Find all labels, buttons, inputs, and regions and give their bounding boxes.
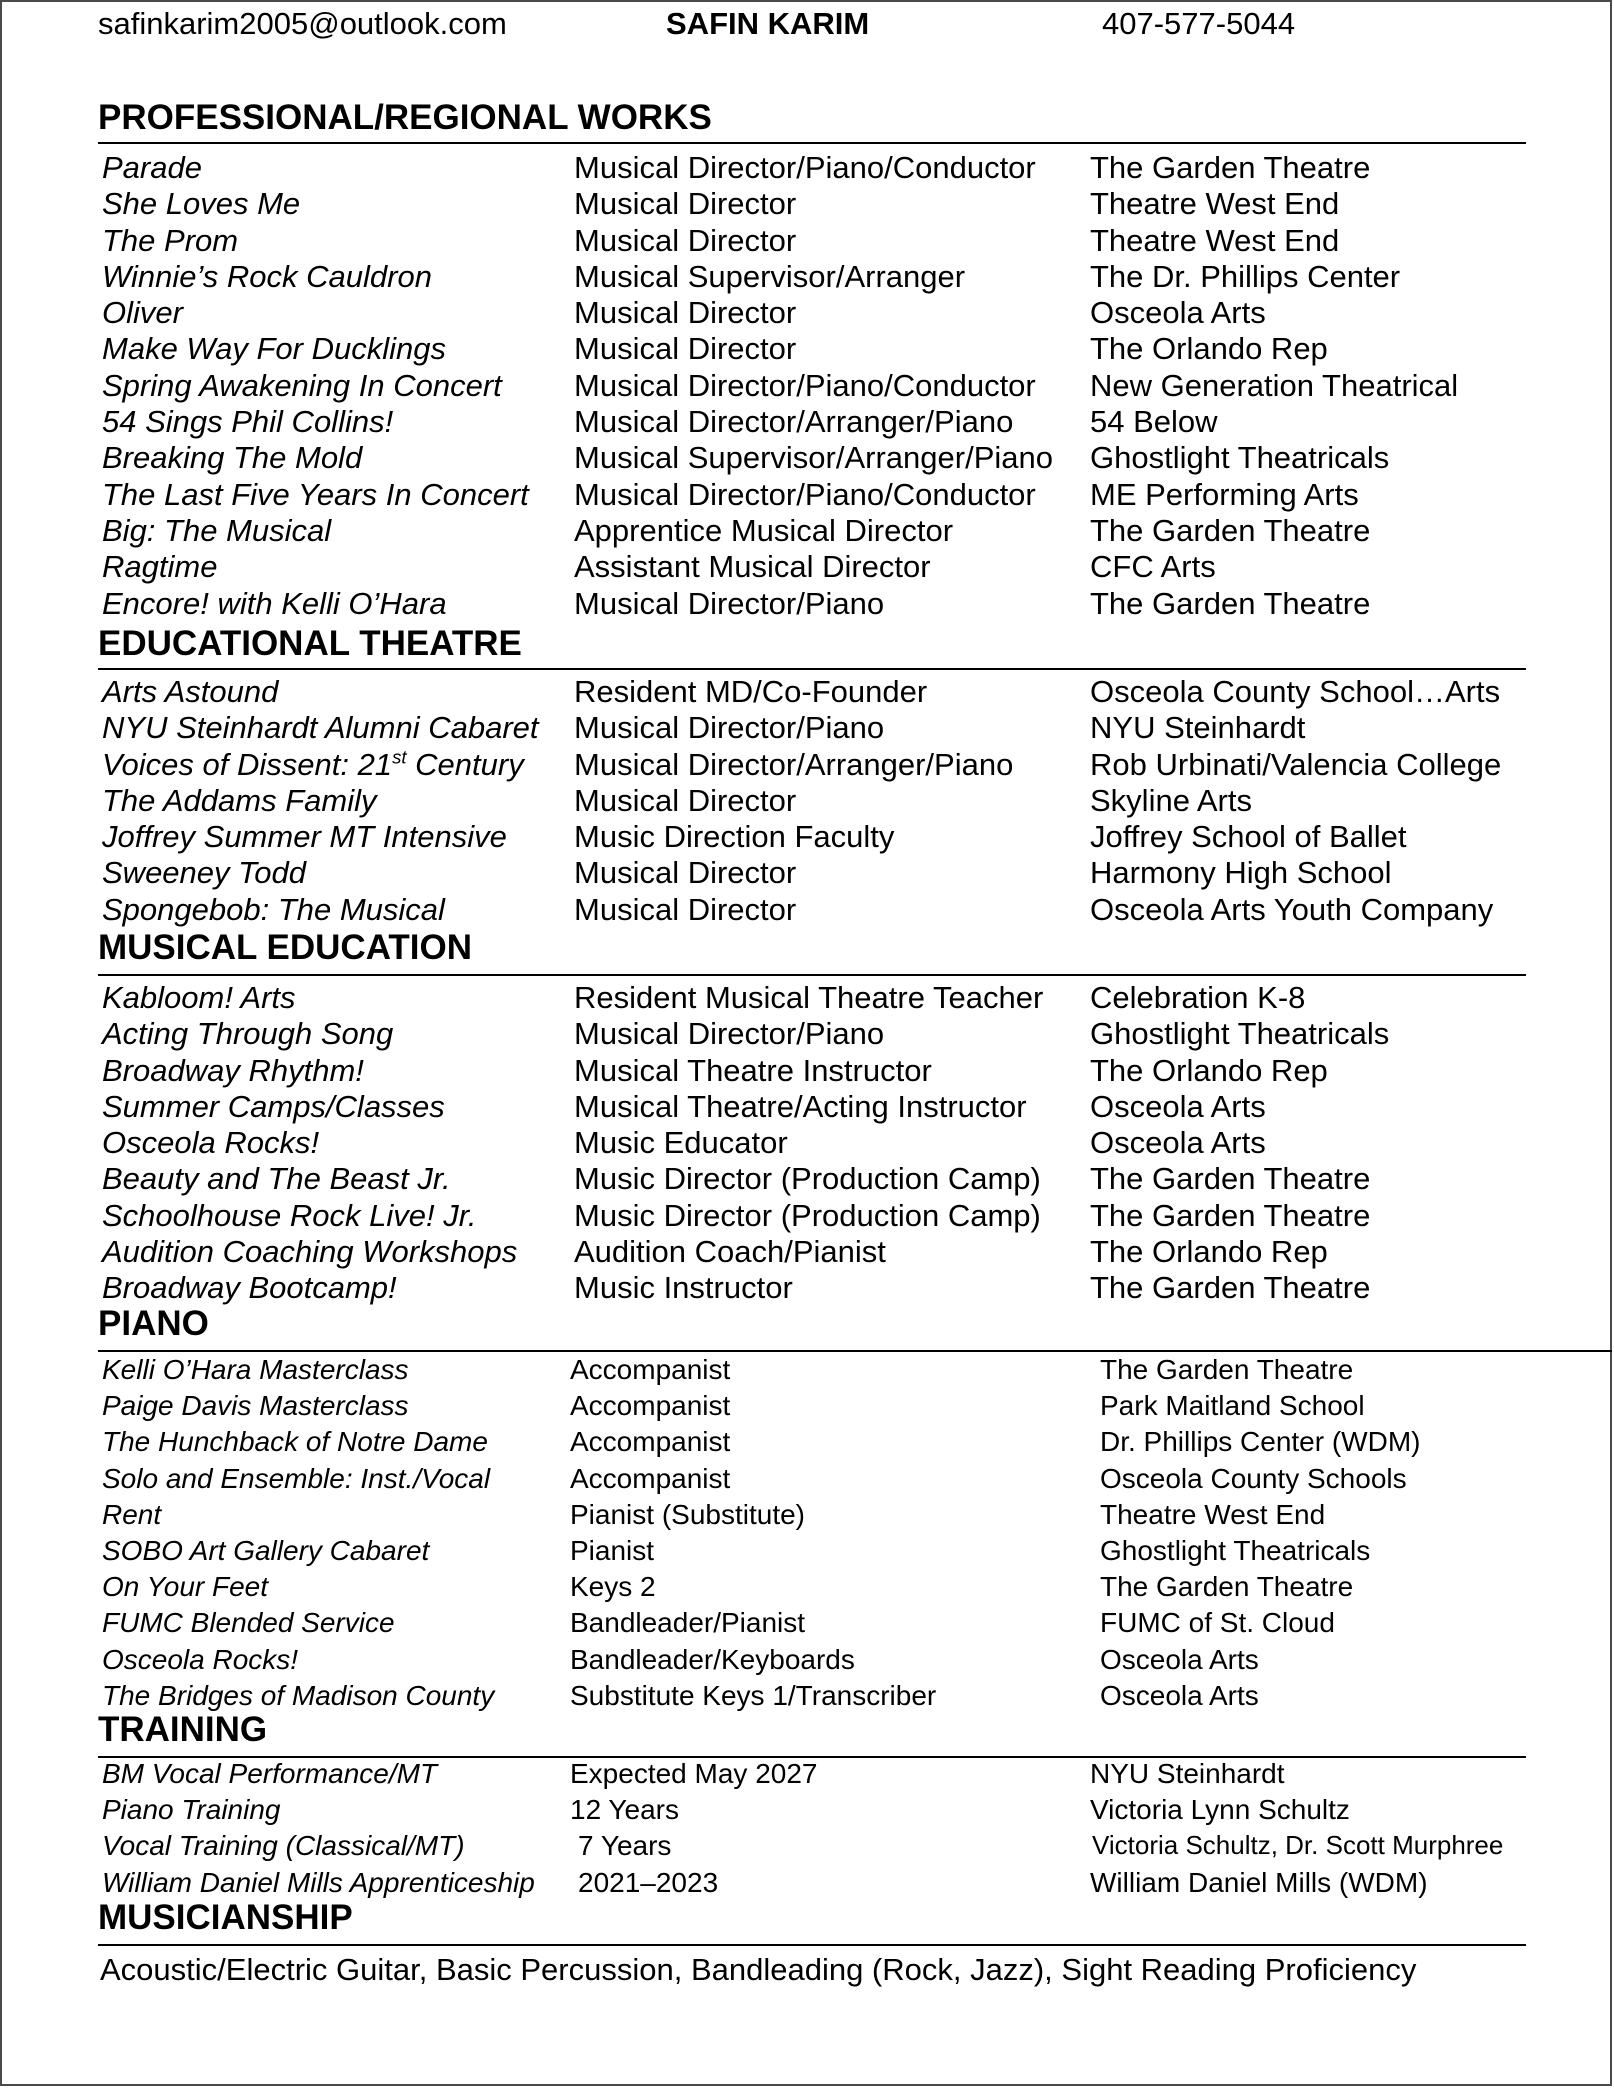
venue: William Daniel Mills (WDM) <box>1090 1866 1428 1898</box>
credit-row <box>2 259 1610 295</box>
venue: Osceola County School…Arts <box>1090 674 1501 709</box>
credit-row <box>2 1354 1610 1390</box>
show-title: The Last Five Years In Concert <box>102 476 529 512</box>
credit-row <box>2 892 1610 928</box>
role: Musical Director/Arranger/Piano <box>574 404 1014 440</box>
show-title: Sweeney Todd <box>102 855 306 891</box>
credit-row <box>2 1644 1610 1680</box>
musicianship-skills: Acoustic/Electric Guitar, Basic Percussion, Bandleading (Rock, Jazz), Sight Reading Proficiency <box>100 1952 1417 1987</box>
show-title-tail: Century <box>406 746 524 782</box>
contact-email[interactable]: safinkarim2005@outlook.com <box>98 6 507 41</box>
role: Assistant Musical Director <box>574 549 931 585</box>
credit-row <box>2 1390 1610 1426</box>
role: Accompanist <box>570 1426 731 1458</box>
show-title: Schoolhouse Rock Live! Jr. <box>102 1197 477 1233</box>
show-title: On Your Feet <box>102 1571 269 1603</box>
section-title-musicianship: MUSICIANSHIP <box>98 1898 353 1937</box>
credit-row <box>2 855 1610 891</box>
credit-row <box>2 1607 1610 1643</box>
venue: Osceola Arts <box>1090 1125 1266 1161</box>
credit-row <box>2 477 1610 513</box>
role: Musical Director/Piano <box>574 1016 885 1052</box>
section-divider <box>98 668 1526 670</box>
role: Accompanist <box>570 1390 731 1422</box>
show-title: Parade <box>102 150 202 185</box>
credit-row <box>2 1161 1610 1197</box>
credit-row <box>2 1499 1610 1535</box>
role: Musical Director <box>574 222 797 258</box>
venue: Celebration K-8 <box>1090 980 1306 1015</box>
show-title: Ragtime <box>102 549 218 585</box>
show-title: William Daniel Mills Apprenticeship <box>102 1866 535 1898</box>
venue: FUMC of St. Cloud <box>1100 1607 1335 1639</box>
contact-phone: 407-577-5044 <box>1102 6 1296 41</box>
credit-row <box>2 710 1610 746</box>
show-title: Big: The Musical <box>102 512 332 548</box>
show-title: The Bridges of Madison County <box>102 1679 495 1711</box>
venue: Ghostlight Theatricals <box>1090 1016 1390 1052</box>
show-title: The Addams Family <box>102 782 377 818</box>
resume-header <box>2 6 1610 48</box>
venue: Victoria Schultz, Dr. Scott Murphree <box>1092 1830 1504 1861</box>
venue: Victoria Lynn Schultz <box>1090 1794 1350 1826</box>
role: Substitute Keys 1/Transcriber <box>570 1679 937 1711</box>
section-divider <box>98 974 1526 976</box>
role: Musical Theatre/Acting Instructor <box>574 1088 1027 1124</box>
venue: The Garden Theatre <box>1090 1161 1371 1197</box>
credit-row <box>2 150 1610 186</box>
venue: ME Performing Arts <box>1090 476 1359 512</box>
show-title: The Prom <box>102 222 239 258</box>
role: Music Instructor <box>574 1270 793 1306</box>
role: Musical Director <box>574 186 797 222</box>
section-title-musical-education: MUSICAL EDUCATION <box>98 928 472 967</box>
credit-row <box>2 980 1610 1016</box>
show-title: Acting Through Song <box>102 1016 394 1052</box>
section-title-piano: PIANO <box>98 1304 209 1343</box>
venue: The Garden Theatre <box>1090 1270 1371 1306</box>
credit-row <box>2 1198 1610 1234</box>
show-title: Vocal Training (Classical/MT) <box>102 1830 465 1862</box>
show-title-main: Voices of Dissent: 21 <box>102 746 393 782</box>
role: Musical Supervisor/Arranger/Piano <box>574 440 1053 476</box>
venue: Rob Urbinati/Valencia College <box>1090 746 1502 782</box>
role: Musical Director <box>574 891 797 927</box>
role: Music Director (Production Camp) <box>574 1197 1041 1233</box>
credit-row <box>2 1053 1610 1089</box>
professional-list <box>2 150 1610 622</box>
applicant-name: SAFIN KARIM <box>666 6 870 41</box>
role: Musical Director/Piano/Conductor <box>574 367 1036 403</box>
venue: NYU Steinhardt <box>1090 710 1306 746</box>
show-title: The Hunchback of Notre Dame <box>102 1426 488 1458</box>
show-title <box>102 747 524 783</box>
section-divider <box>98 142 1526 144</box>
venue: Osceola Arts <box>1090 295 1266 331</box>
credit-row <box>2 1463 1610 1499</box>
venue: The Garden Theatre <box>1090 512 1371 548</box>
venue: The Garden Theatre <box>1090 1197 1371 1233</box>
credit-row <box>2 1089 1610 1125</box>
credit-row <box>2 1758 1610 1794</box>
credit-row <box>2 1426 1610 1462</box>
show-title: Solo and Ensemble: Inst./Vocal <box>102 1462 491 1494</box>
ordinal-suffix: st <box>392 746 407 768</box>
credit-row <box>2 513 1610 549</box>
role: Music Director (Production Camp) <box>574 1161 1041 1197</box>
show-title: Kabloom! Arts <box>102 980 296 1015</box>
musical-education-list <box>2 980 1610 1307</box>
credit-row <box>2 674 1610 710</box>
role: Pianist (Substitute) <box>570 1498 805 1530</box>
role: Accompanist <box>570 1354 731 1385</box>
educational-list <box>2 674 1610 928</box>
role: Musical Director/Piano/Conductor <box>574 476 1036 512</box>
show-title: Osceola Rocks! <box>102 1643 299 1675</box>
role: 7 Years <box>578 1830 672 1862</box>
credit-row <box>2 819 1610 855</box>
venue: Harmony High School <box>1090 855 1392 891</box>
show-title: Audition Coaching Workshops <box>102 1234 518 1270</box>
role: Musical Supervisor/Arranger <box>574 258 966 294</box>
credit-row <box>2 404 1610 440</box>
show-title: 54 Sings Phil Collins! <box>102 404 394 440</box>
section-title-educational: EDUCATIONAL THEATRE <box>98 624 522 663</box>
show-title: FUMC Blended Service <box>102 1607 395 1639</box>
venue: Osceola County Schools <box>1100 1462 1407 1494</box>
credit-row <box>2 586 1610 622</box>
credit-row <box>2 331 1610 367</box>
venue: CFC Arts <box>1090 549 1216 585</box>
show-title: Encore! with Kelli O’Hara <box>102 585 447 621</box>
role: Musical Director <box>574 855 797 891</box>
role: Musical Director/Piano <box>574 585 885 621</box>
show-title: Oliver <box>102 295 183 331</box>
venue: New Generation Theatrical <box>1090 367 1459 403</box>
show-title: Spring Awakening In Concert <box>102 367 502 403</box>
role: 2021–2023 <box>578 1866 719 1898</box>
show-title: Winnie’s Rock Cauldron <box>102 258 432 294</box>
show-title: Summer Camps/Classes <box>102 1088 445 1124</box>
credit-row <box>2 440 1610 476</box>
venue: Skyline Arts <box>1090 782 1252 818</box>
role: Apprentice Musical Director <box>574 512 954 548</box>
credit-row <box>2 549 1610 585</box>
role: 12 Years <box>570 1794 679 1826</box>
venue: Joffrey School of Ballet <box>1090 819 1407 855</box>
credit-row <box>2 295 1610 331</box>
section-title-professional: PROFESSIONAL/REGIONAL WORKS <box>98 98 712 137</box>
role: Music Educator <box>574 1125 788 1161</box>
venue: The Orlando Rep <box>1090 1234 1328 1270</box>
venue: Osceola Arts <box>1100 1679 1259 1711</box>
show-title: Broadway Rhythm! <box>102 1052 364 1088</box>
role: Musical Director <box>574 295 797 331</box>
credit-row <box>2 1125 1610 1161</box>
venue: The Dr. Phillips Center <box>1090 258 1401 294</box>
role: Pianist <box>570 1534 655 1566</box>
show-title: Make Way For Ducklings <box>102 331 446 367</box>
venue: Dr. Phillips Center (WDM) <box>1100 1426 1421 1458</box>
show-title: Paige Davis Masterclass <box>102 1390 409 1422</box>
section-divider <box>98 1350 1612 1352</box>
piano-list <box>2 1354 1610 1716</box>
venue: Ghostlight Theatricals <box>1100 1534 1371 1566</box>
show-title: Breaking The Mold <box>102 440 363 476</box>
show-title: NYU Steinhardt Alumni Cabaret <box>102 710 539 746</box>
role: Musical Theatre Instructor <box>574 1052 932 1088</box>
role: Accompanist <box>570 1462 731 1494</box>
credit-row <box>2 1535 1610 1571</box>
show-title: Kelli O’Hara Masterclass <box>102 1354 409 1385</box>
credit-row <box>2 1016 1610 1052</box>
credit-row <box>2 783 1610 819</box>
show-title: Spongebob: The Musical <box>102 891 445 927</box>
venue: Theatre West End <box>1100 1498 1326 1530</box>
role: Expected May 2027 <box>570 1758 818 1789</box>
show-title: Joffrey Summer MT Intensive <box>102 819 507 855</box>
section-title-training: TRAINING <box>98 1710 268 1749</box>
role: Audition Coach/Pianist <box>574 1234 886 1270</box>
role: Keys 2 <box>570 1571 656 1603</box>
role: Bandleader/Keyboards <box>570 1643 855 1675</box>
venue: The Orlando Rep <box>1090 1052 1328 1088</box>
credit-row <box>2 186 1610 222</box>
venue: The Garden Theatre <box>1090 585 1371 621</box>
role: Resident Musical Theatre Teacher <box>574 980 1044 1015</box>
venue: The Garden Theatre <box>1100 1571 1354 1603</box>
venue: The Garden Theatre <box>1090 150 1371 185</box>
show-title: SOBO Art Gallery Cabaret <box>102 1534 430 1566</box>
section-divider <box>98 1944 1526 1946</box>
training-list <box>2 1758 1610 1903</box>
venue: Park Maitland School <box>1100 1390 1365 1422</box>
credit-row <box>2 368 1610 404</box>
credit-row <box>2 1571 1610 1607</box>
credit-row <box>2 1234 1610 1270</box>
show-title: Piano Training <box>102 1794 281 1826</box>
role: Musical Director/Piano <box>574 710 885 746</box>
venue: NYU Steinhardt <box>1090 1758 1285 1789</box>
role: Musical Director <box>574 782 797 818</box>
venue: The Orlando Rep <box>1090 331 1328 367</box>
show-title: She Loves Me <box>102 186 301 222</box>
show-title: Broadway Bootcamp! <box>102 1270 397 1306</box>
show-title: BM Vocal Performance/MT <box>102 1758 438 1789</box>
venue: Theatre West End <box>1090 186 1340 222</box>
role: Resident MD/Co-Founder <box>574 674 928 709</box>
role: Bandleader/Pianist <box>570 1607 806 1639</box>
venue: Osceola Arts <box>1090 1088 1266 1124</box>
venue: Ghostlight Theatricals <box>1090 440 1390 476</box>
credit-row <box>2 1830 1610 1866</box>
credit-row <box>2 223 1610 259</box>
role: Musical Director/Arranger/Piano <box>574 746 1014 782</box>
show-title: Rent <box>102 1498 162 1530</box>
venue: The Garden Theatre <box>1100 1354 1354 1385</box>
credit-row <box>2 747 1610 783</box>
credit-row <box>2 1794 1610 1830</box>
show-title: Osceola Rocks! <box>102 1125 320 1161</box>
role: Musical Director/Piano/Conductor <box>574 150 1036 185</box>
role: Music Direction Faculty <box>574 819 895 855</box>
credit-row <box>2 1270 1610 1306</box>
show-title: Arts Astound <box>102 674 279 709</box>
show-title: Beauty and The Beast Jr. <box>102 1161 451 1197</box>
venue: Osceola Arts <box>1100 1643 1259 1675</box>
venue: Osceola Arts Youth Company <box>1090 891 1494 927</box>
role: Musical Director <box>574 331 797 367</box>
venue: 54 Below <box>1090 404 1218 440</box>
venue: Theatre West End <box>1090 222 1340 258</box>
